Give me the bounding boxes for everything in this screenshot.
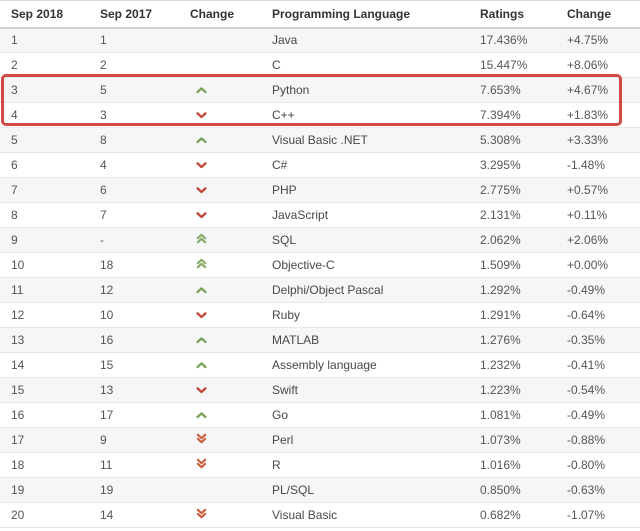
ratings-cell: 1.292% — [469, 278, 556, 303]
rank-2018-cell: 11 — [0, 278, 89, 303]
change-cell: -0.49% — [556, 278, 640, 303]
language-cell: Go — [261, 403, 469, 428]
ratings-cell: 2.131% — [469, 203, 556, 228]
table-row — [0, 428, 640, 453]
table-row — [0, 178, 640, 203]
ratings-cell: 1.276% — [469, 328, 556, 353]
change-cell: +2.06% — [556, 228, 640, 253]
change-cell: +4.75% — [556, 28, 640, 53]
table-row — [0, 453, 640, 478]
ratings-cell: 1.073% — [469, 428, 556, 453]
rank-2017-cell: 19 — [89, 478, 179, 503]
change-icon-cell — [179, 53, 261, 78]
ratings-cell: 7.653% — [469, 78, 556, 103]
rank-2017-cell: 11 — [89, 453, 179, 478]
col-header-ratings-change: Change — [556, 1, 640, 28]
ratings-cell: 1.081% — [469, 403, 556, 428]
language-cell: PHP — [261, 178, 469, 203]
ratings-cell: 1.223% — [469, 378, 556, 403]
table-header — [0, 1, 640, 28]
rank-2017-cell: 13 — [89, 378, 179, 403]
change-cell: +0.00% — [556, 253, 640, 278]
rank-2018-cell: 10 — [0, 253, 89, 278]
language-cell: SQL — [261, 228, 469, 253]
table-row — [0, 53, 640, 78]
rank-2017-cell: 7 — [89, 203, 179, 228]
rank-2018-cell: 7 — [0, 178, 89, 203]
change-icon-cell — [179, 428, 261, 453]
table-row — [0, 503, 640, 528]
down-arrow-icon — [196, 386, 207, 394]
ratings-cell: 1.509% — [469, 253, 556, 278]
change-cell: +8.06% — [556, 53, 640, 78]
change-icon-cell — [179, 303, 261, 328]
table-row — [0, 378, 640, 403]
language-cell: JavaScript — [261, 203, 469, 228]
ratings-cell: 5.308% — [469, 128, 556, 153]
double-up-arrow-icon — [196, 233, 207, 244]
rank-2018-cell: 14 — [0, 353, 89, 378]
table-row — [0, 103, 640, 128]
language-cell: Ruby — [261, 303, 469, 328]
change-icon-cell — [179, 278, 261, 303]
language-cell: Perl — [261, 428, 469, 453]
change-icon-cell — [179, 453, 261, 478]
change-cell: -0.63% — [556, 478, 640, 503]
rank-2018-cell: 17 — [0, 428, 89, 453]
col-header-sep-2017: Sep 2017 — [89, 1, 179, 28]
rank-2018-cell: 3 — [0, 78, 89, 103]
ratings-cell: 1.016% — [469, 453, 556, 478]
ratings-cell: 0.850% — [469, 478, 556, 503]
change-icon-cell — [179, 128, 261, 153]
double-down-arrow-icon — [196, 458, 207, 469]
table-row — [0, 78, 640, 103]
change-icon-cell — [179, 103, 261, 128]
rank-2018-cell: 12 — [0, 303, 89, 328]
language-cell: C — [261, 53, 469, 78]
down-arrow-icon — [196, 161, 207, 169]
rank-2017-cell: 10 — [89, 303, 179, 328]
rank-2018-cell: 5 — [0, 128, 89, 153]
change-icon-cell — [179, 353, 261, 378]
table-row — [0, 403, 640, 428]
rank-2017-cell: 5 — [89, 78, 179, 103]
table-row — [0, 303, 640, 328]
rank-2017-cell: 14 — [89, 503, 179, 528]
ratings-cell: 3.295% — [469, 153, 556, 178]
up-arrow-icon — [196, 361, 207, 369]
rank-2017-cell: 8 — [89, 128, 179, 153]
double-down-arrow-icon — [196, 508, 207, 519]
change-cell: -0.41% — [556, 353, 640, 378]
table-row — [0, 328, 640, 353]
rank-2018-cell: 16 — [0, 403, 89, 428]
up-arrow-icon — [196, 86, 207, 94]
language-cell: MATLAB — [261, 328, 469, 353]
ratings-cell: 1.291% — [469, 303, 556, 328]
up-arrow-icon — [196, 411, 207, 419]
change-cell: +0.57% — [556, 178, 640, 203]
change-cell: +0.11% — [556, 203, 640, 228]
language-cell: Java — [261, 28, 469, 53]
rank-2018-cell: 19 — [0, 478, 89, 503]
rank-2018-cell: 15 — [0, 378, 89, 403]
rank-2018-cell: 4 — [0, 103, 89, 128]
change-icon-cell — [179, 478, 261, 503]
change-icon-cell — [179, 403, 261, 428]
language-cell: Python — [261, 78, 469, 103]
change-icon-cell — [179, 203, 261, 228]
up-arrow-icon — [196, 286, 207, 294]
language-cell: Assembly language — [261, 353, 469, 378]
ratings-cell: 7.394% — [469, 103, 556, 128]
double-down-arrow-icon — [196, 433, 207, 444]
table-row — [0, 153, 640, 178]
change-cell: -0.88% — [556, 428, 640, 453]
table-row — [0, 228, 640, 253]
table-row — [0, 128, 640, 153]
rank-2018-cell: 1 — [0, 28, 89, 53]
language-cell: Objective-C — [261, 253, 469, 278]
rank-2018-cell: 18 — [0, 453, 89, 478]
rank-2018-cell: 20 — [0, 503, 89, 528]
change-icon-cell — [179, 153, 261, 178]
down-arrow-icon — [196, 186, 207, 194]
down-arrow-icon — [196, 211, 207, 219]
change-cell: -0.54% — [556, 378, 640, 403]
table-row — [0, 203, 640, 228]
rank-2017-cell: 16 — [89, 328, 179, 353]
col-header-sep-2018: Sep 2018 — [0, 1, 89, 28]
change-cell: +1.83% — [556, 103, 640, 128]
change-icon-cell — [179, 78, 261, 103]
language-cell: Swift — [261, 378, 469, 403]
change-icon-cell — [179, 328, 261, 353]
table-row — [0, 28, 640, 53]
change-cell: +4.67% — [556, 78, 640, 103]
change-cell: -0.64% — [556, 303, 640, 328]
table-row — [0, 253, 640, 278]
change-icon-cell — [179, 378, 261, 403]
change-cell: -0.80% — [556, 453, 640, 478]
rank-2018-cell: 2 — [0, 53, 89, 78]
rank-2018-cell: 13 — [0, 328, 89, 353]
up-arrow-icon — [196, 336, 207, 344]
change-cell: +3.33% — [556, 128, 640, 153]
change-cell: -1.48% — [556, 153, 640, 178]
rank-2017-cell: 2 — [89, 53, 179, 78]
change-icon-cell — [179, 253, 261, 278]
language-cell: C++ — [261, 103, 469, 128]
down-arrow-icon — [196, 111, 207, 119]
rank-2017-cell: 17 — [89, 403, 179, 428]
change-cell: -1.07% — [556, 503, 640, 528]
rank-2018-cell: 9 — [0, 228, 89, 253]
table-row — [0, 278, 640, 303]
col-header-ratings: Ratings — [469, 1, 556, 28]
ratings-cell: 17.436% — [469, 28, 556, 53]
ratings-cell: 1.232% — [469, 353, 556, 378]
language-cell: PL/SQL — [261, 478, 469, 503]
rank-2017-cell: 1 — [89, 28, 179, 53]
table-row — [0, 353, 640, 378]
rank-2017-cell: 4 — [89, 153, 179, 178]
change-icon-cell — [179, 228, 261, 253]
col-header-position-change: Change — [179, 1, 261, 28]
language-cell: Delphi/Object Pascal — [261, 278, 469, 303]
table-row — [0, 478, 640, 503]
change-icon-cell — [179, 28, 261, 53]
rank-2017-cell: 15 — [89, 353, 179, 378]
down-arrow-icon — [196, 311, 207, 319]
ratings-cell: 2.775% — [469, 178, 556, 203]
rank-2017-cell: 9 — [89, 428, 179, 453]
rank-2017-cell: 6 — [89, 178, 179, 203]
language-cell: Visual Basic — [261, 503, 469, 528]
change-icon-cell — [179, 503, 261, 528]
change-cell: -0.49% — [556, 403, 640, 428]
language-cell: R — [261, 453, 469, 478]
rank-2017-cell: 3 — [89, 103, 179, 128]
change-cell: -0.35% — [556, 328, 640, 353]
language-cell: C# — [261, 153, 469, 178]
rank-2017-cell: 18 — [89, 253, 179, 278]
change-icon-cell — [179, 178, 261, 203]
rank-2017-cell: 12 — [89, 278, 179, 303]
rank-2018-cell: 8 — [0, 203, 89, 228]
rank-2018-cell: 6 — [0, 153, 89, 178]
double-up-arrow-icon — [196, 258, 207, 269]
up-arrow-icon — [196, 136, 207, 144]
ratings-cell: 15.447% — [469, 53, 556, 78]
ratings-cell: 2.062% — [469, 228, 556, 253]
col-header-programming-language: Programming Language — [261, 1, 469, 28]
language-cell: Visual Basic .NET — [261, 128, 469, 153]
rank-2017-cell: - — [89, 228, 179, 253]
ratings-cell: 0.682% — [469, 503, 556, 528]
